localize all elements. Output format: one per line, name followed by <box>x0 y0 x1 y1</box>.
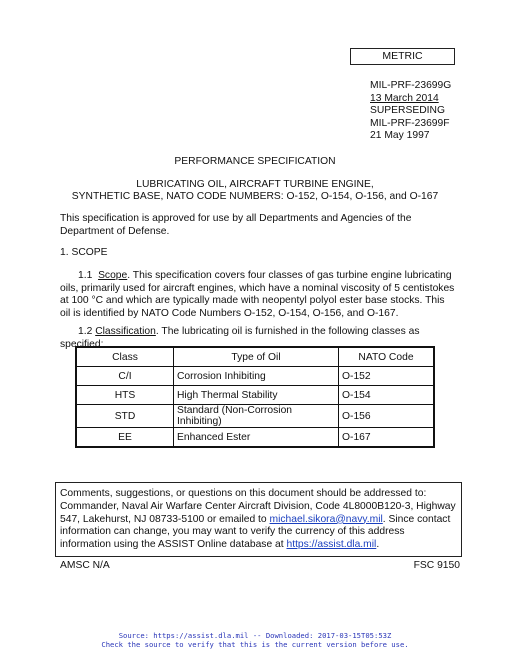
cell-type: Corrosion Inhibiting <box>174 367 339 386</box>
cell-type: Enhanced Ester <box>174 428 339 448</box>
cell-nato-code: O-154 <box>339 386 435 405</box>
contact-notice-box <box>55 482 462 557</box>
source-footer-line-2: Check the source to verify that this is the current version before use. <box>101 640 409 649</box>
contact-text-continued: . Since contact information can change, you may want to verify the currency of this address information using the ASSIST Online database at <box>60 513 451 551</box>
contact-text-end: . <box>376 539 380 551</box>
superseded-date: 21 May 1997 <box>370 130 430 142</box>
amsc-label: AMSC N/A <box>60 560 110 571</box>
cell-type: Standard (Non-Corrosion Inhibiting) <box>174 405 339 428</box>
table-row <box>76 367 434 386</box>
cell-class: HTS <box>76 386 174 405</box>
source-footer-line-1: Source: https://assist.dla.mil -- Downloaded: 2017-03-15T05:53Z <box>118 631 392 640</box>
document-number: MIL-PRF-23699G <box>370 80 452 91</box>
scope-heading: Scope <box>98 270 128 281</box>
table-row <box>76 428 434 448</box>
section-heading-scope: 1. SCOPE <box>60 247 108 258</box>
header-type-of-oil: Type of Oil <box>174 347 339 367</box>
document-title-line-1: LUBRICATING OIL, AIRCRAFT TURBINE ENGINE, <box>136 179 374 190</box>
cell-class: C/I <box>76 367 174 386</box>
classification-text: . The lubricating oil is furnished in the following classes as specified: <box>60 326 420 350</box>
classification-number: 1.2 <box>78 326 93 337</box>
cell-nato-code: O-152 <box>339 367 435 386</box>
table-row <box>76 405 434 428</box>
header-class: Class <box>76 347 174 367</box>
document-date: 13 March 2014 <box>370 92 439 104</box>
fsc-label: FSC 9150 <box>413 560 460 571</box>
scope-text: . This specification covers four classes of gas turbine engine lubricating oils, primarily used for aircraft engines, which have a nominal viscosity of 5 centistokes at 100 °C and which are typically made with neopentyl polyol ester base stocks. This oil is identified by NATO Code Numbers O-152, O-154, O-156, and O-167. <box>60 270 455 320</box>
document-title-line-2: SYNTHETIC BASE, NATO CODE NUMBERS: O-152, O-154, O-156, and O-167 <box>71 191 439 202</box>
superseded-number: MIL-PRF-23699F <box>370 117 450 129</box>
cell-nato-code: O-156 <box>339 405 435 428</box>
superseding-label: SUPERSEDING <box>370 105 445 117</box>
scope-number: 1.1 <box>78 270 93 281</box>
email-link[interactable]: michael.sikora@navy.mil <box>269 513 383 525</box>
cell-class: STD <box>76 405 174 428</box>
cell-type: High Thermal Stability <box>174 386 339 405</box>
spec-type-heading: PERFORMANCE SPECIFICATION <box>174 156 336 167</box>
classification-table <box>75 346 435 448</box>
scope-paragraph <box>60 270 455 321</box>
approval-statement: This specification is approved for use by all Departments and Agencies of the Department of Defense. <box>60 213 412 237</box>
contact-text: Comments, suggestions, or questions on this document should be addressed to: Commander, Naval Air Warfare Center Aircraft Division, Code 4L8000B120-3, Highway 547, Lakehurst, NJ 08733-5100 or emailed to <box>60 488 456 525</box>
header-nato-code: NATO Code <box>339 347 435 367</box>
cell-nato-code: O-167 <box>339 428 435 448</box>
cell-class: EE <box>76 428 174 448</box>
table-row <box>76 386 434 405</box>
assist-url-link[interactable]: https://assist.dla.mil <box>286 539 377 551</box>
metric-label: METRIC <box>350 48 455 65</box>
classification-heading: Classification <box>95 326 156 337</box>
document-identifier <box>370 80 451 143</box>
table-header-row <box>76 347 434 367</box>
